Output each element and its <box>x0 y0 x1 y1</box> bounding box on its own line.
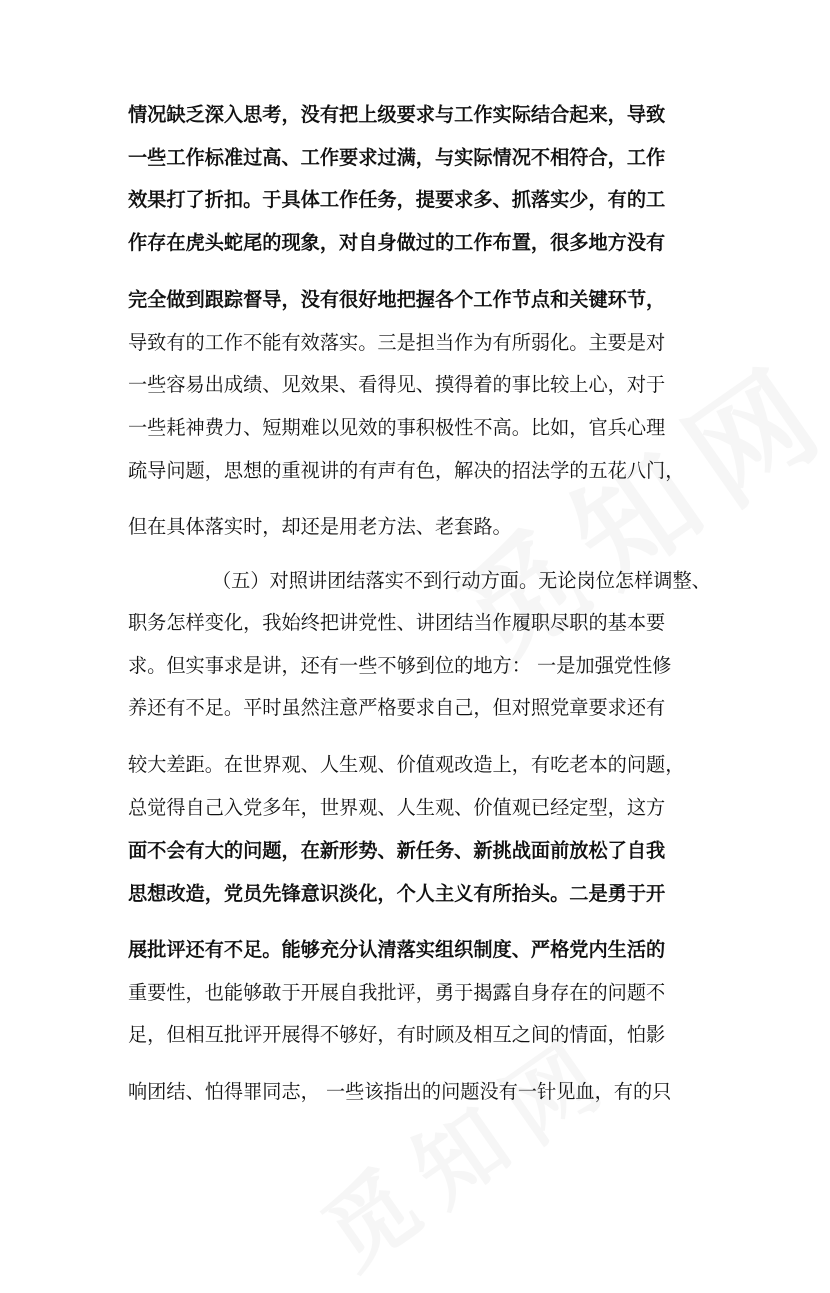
text-line: 重要性，也能够敢于开展自我批评，勇于揭露自身存在的问题不 <box>128 981 666 1004</box>
text-line: 思想改造，党员先锋意识淡化，个人主义有所抬头。二是勇于开 <box>128 882 666 905</box>
section-heading: （五）对照讲团结落实不到行动方面。无论岗位怎样调整、 <box>212 569 711 592</box>
text-line: 疏导问题，思想的重视讲的有声有色，解决的招法学的五花八门， <box>128 459 685 482</box>
text-line: 完全做到跟踪督导，没有很好地把握各个工作节点和关键环节， <box>128 288 666 311</box>
text-line: 作存在虎头蛇尾的现象，对自身做过的工作布置，很多地方没有 <box>128 231 666 254</box>
text-line: 一些工作标准过高、工作要求过满，与实际情况不相符合，工作 <box>128 146 666 169</box>
text-line: 较大差距。在世界观、人生观、价值观改造上，有吃老本的问题， <box>128 753 685 776</box>
text-line: 养还有不足。平时虽然注意严格要求自己，但对照党章要求还有 <box>128 696 666 719</box>
text-line: 一些容易出成绩、见效果、看得见、摸得着的事比较上心，对于 <box>128 373 666 396</box>
text-line: 展批评还有不足。能够充分认清落实组织制度、严格党内生活的 <box>128 938 666 961</box>
text-line: 总觉得自己入党多年，世界观、人生观、价值观已经定型，这方 <box>128 796 666 819</box>
text-line: 响团结、怕得罪同志， 一些该指出的问题没有一针见血，有的只 <box>128 1080 672 1103</box>
text-line: 导致有的工作不能有效落实。三是担当作为有所弱化。主要是对 <box>128 331 666 354</box>
text-line: 情况缺乏深入思考，没有把上级要求与工作实际结合起来，导致 <box>128 103 666 126</box>
text-line: 足，但相互批评开展得不够好，有时顾及相互之间的情面，怕影 <box>128 1023 666 1046</box>
text-line: 面不会有大的问题，在新形势、新任务、新挑战面前放松了自我 <box>128 839 666 862</box>
text-line: 职务怎样变化，我始终把讲党性、讲团结当作履职尽职的基本要 <box>128 611 666 634</box>
text-line: 一些耗神费力、短期难以见效的事积极性不高。比如，官兵心理 <box>128 416 666 439</box>
text-line: 求。但实事求是讲，还有一些不够到位的地方： 一是加强党性修 <box>128 654 672 677</box>
text-line: 但在具体落实时，却还是用老方法、老套路。 <box>128 515 512 538</box>
text-line: 效果打了折扣。于具体工作任务，提要求多、抓落实少，有的工 <box>128 188 666 211</box>
